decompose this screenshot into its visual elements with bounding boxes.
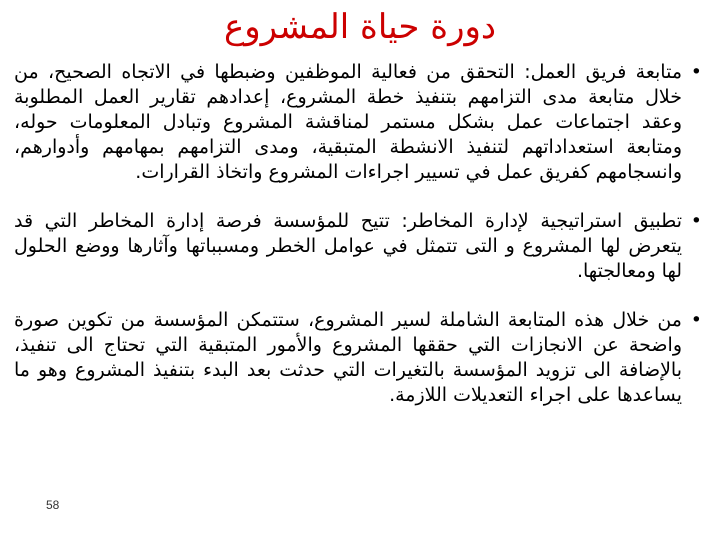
bullet-icon: • bbox=[690, 210, 702, 232]
bullet-icon: • bbox=[690, 61, 702, 83]
page-number: 58 bbox=[46, 498, 60, 512]
bullet-text: تطبيق استراتيجية لإدارة المخاطر: تتيح للمؤسسة فرصة إدارة المخاطر التي قد يتعرض لها المشروع و التى تتمثل في عوامل الخطر ومسبباتها وآثارها ووضع الحلول لها ومعالجتها. bbox=[14, 210, 682, 282]
bullet-item bbox=[14, 308, 704, 408]
bullet-text: متابعة فريق العمل: التحقق من فعالية الموظفين وضبطها في الاتجاه الصحيح، من خلال متابعة مدى التزامهم بتنفيذ خطة المشروع، إعدادهم تقارير العمل المطلوبة وعقد اجتماعات عمل بشكل مستمر لمناقشة المشروع وتبادل المعلومات حوله، ومتابعة استعداداتهم لتنفيذ الانشطة المتبقية، ومدى التزامهم بمهامهم وأدوارهم، وانسجامهم كفريق عمل في تسيير اجراءات المشروع واتخاذ القرارات. bbox=[14, 61, 682, 183]
bullet-list bbox=[14, 60, 704, 432]
slide-title: دورة حياة المشروع bbox=[223, 7, 497, 47]
bullet-item bbox=[14, 60, 704, 185]
bullet-icon: • bbox=[690, 309, 702, 331]
bullet-item bbox=[14, 209, 704, 284]
bullet-text: من خلال هذه المتابعة الشاملة لسير المشروع، ستتمكن المؤسسة من تكوين صورة واضحة عن الانجازات التي حققها المشروع والأمور المتبقية التي تحتاج الى تنفيذ، بالإضافة الى تزويد المؤسسة بالتغيرات التي حدثت بعد البدء بتنفيذ المشروع وهو ما يساعدها على اجراء التعديلات اللازمة. bbox=[14, 309, 682, 406]
